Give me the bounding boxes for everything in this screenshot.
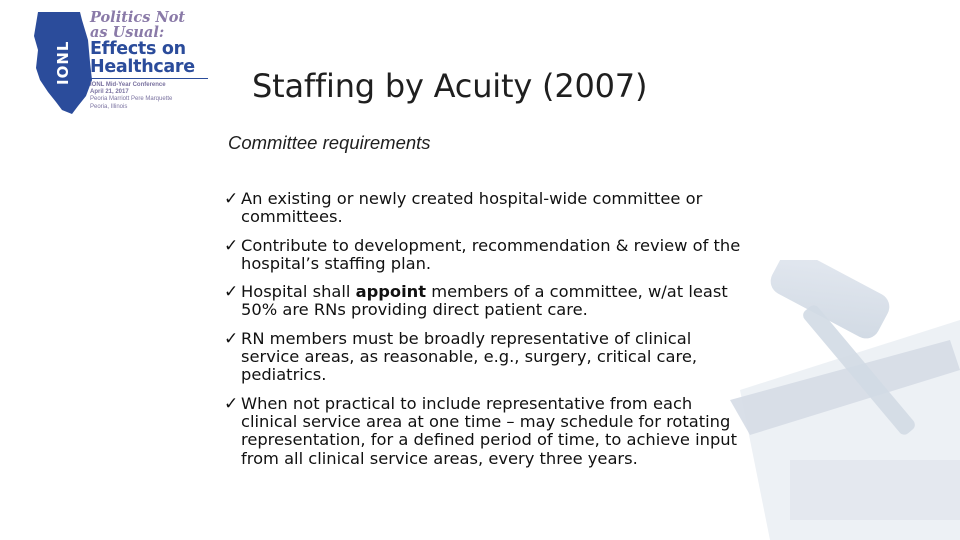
logo-conference: IONL Mid-Year Conference [90,82,166,88]
logo-line2: as Usual: [90,24,165,41]
logo-city: Peoria, Illinois [90,103,128,110]
logo-line1: Politics Not [90,9,186,26]
list-item [224,395,744,468]
list-item [224,237,744,274]
bullet-text: Contribute to development, recommendation & review of the hospital’s staffing plan. [241,235,741,273]
checkmark-icon: ✓ [224,189,239,209]
slide-title: Staffing by Acuity (2007) [252,67,648,105]
bullet-text-post: members of a committee, w/at least 50% are RNs providing direct patient care. [241,282,728,320]
checkmark-icon: ✓ [224,328,239,349]
bullet-list [224,190,744,478]
list-item [224,283,744,320]
checkmark-icon: ✓ [224,235,239,256]
slide-subtitle: Committee requirements [228,132,431,153]
logo-divider [90,78,208,79]
list-item [224,330,744,385]
list-item [224,190,744,227]
bullet-text: RN members must be broadly representative of clinical service areas, as reasonable, e.g., surgery, critical care, pediatrics. [241,328,698,385]
bullet-text-pre: Hospital shall [241,282,356,302]
bullet-text: When not practical to include representative from each clinical service area at one time – may schedule for rotating representation, for a defined period of time, to achieve input from all clinical service areas, every three years. [241,393,737,468]
checkmark-icon: ✓ [224,282,239,303]
logo-venue: Peoria Marriott Pere Marquette [90,96,173,103]
logo-state-letters: IONL [54,40,72,86]
bullet-text: An existing or newly created hospital-wide committee or committees. [241,189,703,227]
logo-line4: Healthcare [90,57,195,77]
logo-line3: Effects on [90,39,186,59]
checkmark-icon: ✓ [224,393,239,414]
conference-logo [10,4,215,120]
bullet-text-bold: appoint [355,282,427,302]
logo-date: April 21, 2017 [90,89,129,96]
